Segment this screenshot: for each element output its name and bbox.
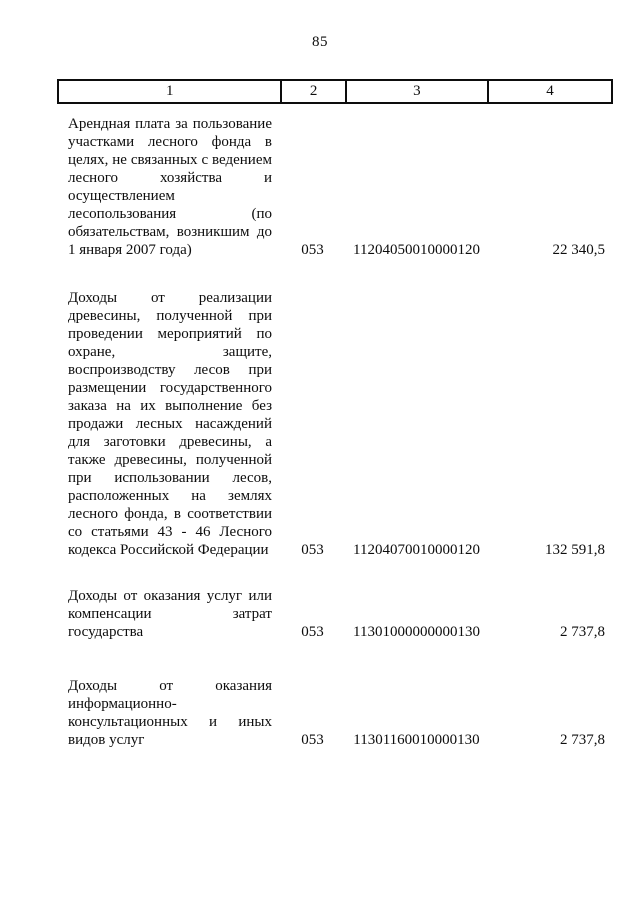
row-budget-code: 11301000000000130 xyxy=(353,624,480,640)
table-row xyxy=(57,677,613,749)
row-admin-code: 053 xyxy=(301,542,324,558)
header-cell-3: 3 xyxy=(345,81,487,102)
row-amount: 2 737,8 xyxy=(560,624,605,640)
header-cell-2: 2 xyxy=(280,81,345,102)
row-amount: 2 737,8 xyxy=(560,732,605,748)
row-admin-code: 053 xyxy=(301,242,324,258)
row-admin-code: 053 xyxy=(301,624,324,640)
table-row xyxy=(57,289,613,559)
table-body xyxy=(57,104,613,749)
table-row xyxy=(57,587,613,641)
row-budget-code: 11301160010000130 xyxy=(353,732,480,748)
row-budget-code: 11204070010000120 xyxy=(353,542,480,558)
table-header-row xyxy=(57,79,613,104)
row-amount: 22 340,5 xyxy=(552,242,605,258)
row-description: Арендная плата за пользование участками лесного фонда в целях, не связанных с ведением лесного хозяйства и осуществлением лесопользования (по обязательствам, возникшим до 1 января 2007 года) xyxy=(68,116,272,258)
row-amount: 132 591,8 xyxy=(545,542,605,558)
header-cell-4: 4 xyxy=(487,81,611,102)
row-budget-code: 11204050010000120 xyxy=(353,242,480,258)
row-description: Доходы от оказания информационно-консультационных и иных видов услуг xyxy=(68,678,272,748)
table-row xyxy=(57,115,613,259)
row-description: Доходы от реализации древесины, полученной при проведении мероприятий по охране, защите, воспроизводству лесов при размещении государственного заказа на их выполнение без продажи лесных насаждений для заготовки древесины, а также древесины, полученной при использовании лесов, расположенных на землях лесного фонда, в соответствии со статьями 43 - 46 Лесного кодекса Российской Федерации xyxy=(68,290,272,558)
page-number: 85 xyxy=(312,34,328,50)
row-description: Доходы от оказания услуг или компенсации затрат государства xyxy=(68,588,272,640)
row-admin-code: 053 xyxy=(301,732,324,748)
header-cell-1: 1 xyxy=(165,83,174,99)
